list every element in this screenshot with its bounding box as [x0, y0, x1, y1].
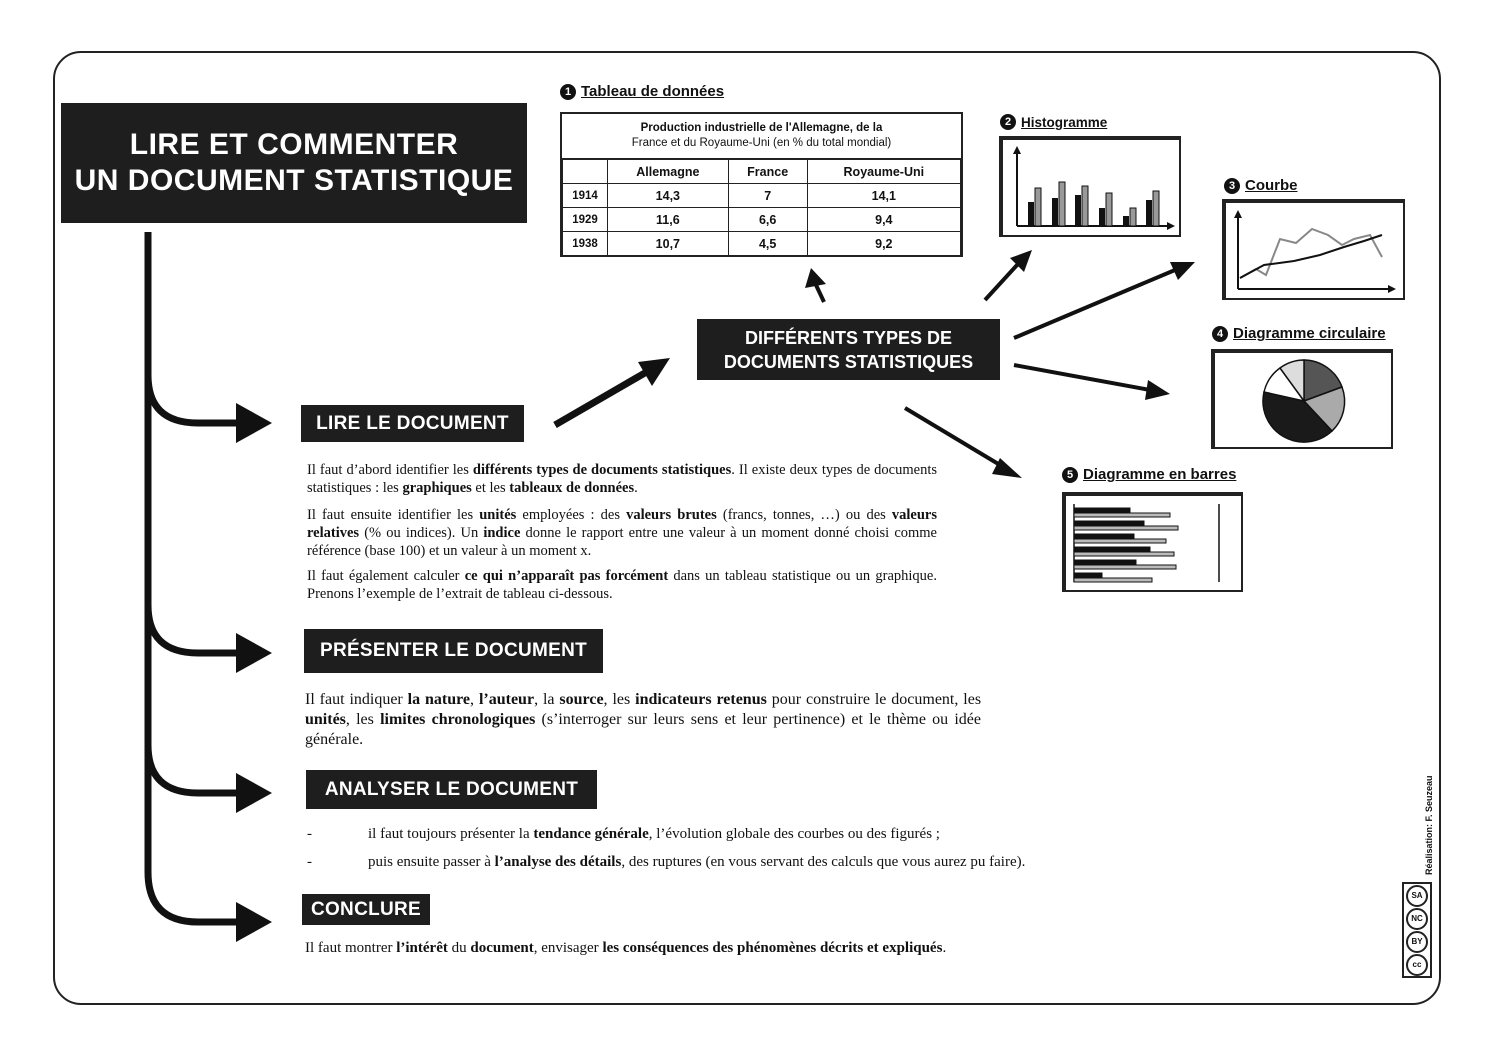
analyser-item-2: puis ensuite passer à l’analyse des détails, des ruptures (en vous servant des calculs que vous aurez pu faire).	[368, 854, 1026, 870]
number-badge: 4	[1212, 326, 1228, 342]
table-cell: 1914	[563, 184, 608, 208]
cc-sa-icon: SA	[1406, 885, 1428, 907]
label-text: Histogramme	[1021, 114, 1108, 130]
lire-paragraph-3: Il faut également calculer ce qui n’apparaît pas forcément dans un tableau statistique ou un graphique. Prenons l’exemple de l’extrait de tableau ci-dessous.	[307, 568, 937, 602]
table-row	[563, 184, 961, 208]
table-header-cell: France	[728, 160, 807, 184]
table-title-line1: Production industrielle de l'Allemagne, de la	[640, 122, 883, 134]
curve-thumbnail	[1222, 199, 1405, 300]
main-title	[61, 103, 527, 223]
arrowhead-analyser	[236, 773, 272, 813]
number-badge: 1	[560, 84, 576, 100]
analyser-item-1: il faut toujours présenter la tendance générale, l’évolution globale des courbes ou des figurés ;	[368, 826, 940, 842]
arrow-to-curve	[1014, 270, 1175, 338]
arrow-to-bars	[905, 408, 1005, 468]
number-badge: 5	[1062, 467, 1078, 483]
label-text: Diagramme circulaire	[1233, 325, 1386, 342]
table-cell: 10,7	[608, 232, 729, 256]
analyser-dash-1: -	[307, 826, 312, 842]
main-title-line2: UN DOCUMENT STATISTIQUE	[74, 164, 514, 197]
label-diagramme-circulaire	[1212, 325, 1386, 342]
cc-icon: cc	[1406, 954, 1428, 976]
label-text: Tableau de données	[581, 83, 725, 100]
table-cell: 6,6	[728, 208, 807, 232]
presenter-paragraph: Il faut indiquer la nature, l’auteur, la source, les indicateurs retenus pour construire le document, les unités, les limites chronologiques (s’interroger sur leurs sens et leur pertinence) et le thème ou idée générale.	[305, 691, 982, 748]
number-badge: 2	[1000, 114, 1016, 130]
table-row	[563, 208, 961, 232]
types-center-line2: DOCUMENTS STATISTIQUES	[723, 351, 974, 372]
cc-license-badge	[1402, 882, 1432, 978]
types-center-box	[697, 319, 1000, 380]
label-text: Courbe	[1245, 177, 1298, 194]
table-cell: 1938	[563, 232, 608, 256]
table-cell: 7	[728, 184, 807, 208]
arrow-to-histogram	[985, 264, 1018, 300]
label-courbe	[1224, 177, 1298, 194]
label-histogramme	[1000, 114, 1107, 130]
table-header-row	[563, 160, 961, 184]
bars-thumbnail	[1062, 492, 1243, 592]
pie-thumbnail	[1211, 349, 1393, 449]
table-header-cell: Royaume-Uni	[807, 160, 960, 184]
arrow-to-pie	[1014, 365, 1150, 390]
heading-analyser: ANALYSER LE DOCUMENT	[306, 770, 597, 809]
branch-lire	[148, 375, 238, 423]
main-title-line1: LIRE ET COMMENTER	[129, 128, 459, 161]
heading-conclure: CONCLURE	[302, 894, 430, 925]
table-grid	[562, 159, 961, 256]
cc-by-icon: BY	[1406, 931, 1428, 953]
analyser-dash-2: -	[307, 854, 312, 870]
cc-nc-icon: NC	[1406, 908, 1428, 930]
heading-presenter: PRÉSENTER LE DOCUMENT	[304, 629, 603, 673]
spine-line	[148, 232, 238, 922]
table-row	[563, 232, 961, 256]
table-cell: 9,2	[807, 232, 960, 256]
histogram-thumbnail	[999, 136, 1181, 237]
table-cell: 9,4	[807, 208, 960, 232]
author-credit: Réalisation: F. Seuzeau	[1424, 775, 1434, 875]
conclure-paragraph: Il faut montrer l’intérêt du document, envisager les conséquences des phénomènes décrits et expliqués.	[305, 940, 947, 956]
table-cell: 11,6	[608, 208, 729, 232]
types-center-line1: DIFFÉRENTS TYPES DE	[744, 327, 953, 348]
table-cell: 14,3	[608, 184, 729, 208]
arrowhead-presenter	[236, 633, 272, 673]
arrowhead-lire	[236, 403, 272, 443]
arrow-to-table	[816, 285, 824, 302]
branch-analyser	[148, 745, 238, 793]
lire-paragraph-1: Il faut d’abord identifier les différents types de documents statistiques. Il existe deux types de documents statistiques : les graphiques et les tableaux de données.	[307, 462, 937, 496]
arrowhead-conclure	[236, 902, 272, 942]
branch-presenter	[148, 605, 238, 653]
arrow-lire-to-types	[555, 370, 650, 425]
label-diagramme-barres	[1062, 466, 1236, 483]
table-header-cell: Allemagne	[608, 160, 729, 184]
table-title	[562, 114, 961, 159]
table-cell: 4,5	[728, 232, 807, 256]
label-text: Diagramme en barres	[1083, 466, 1237, 483]
table-cell: 14,1	[807, 184, 960, 208]
table-header-cell	[563, 160, 608, 184]
heading-lire: LIRE LE DOCUMENT	[301, 405, 524, 442]
table-title-line2: France et du Royaume-Uni (en % du total mondial)	[631, 137, 892, 149]
label-tableau	[560, 83, 724, 100]
table-cell: 1929	[563, 208, 608, 232]
data-table	[560, 112, 963, 257]
lire-paragraph-2: Il faut ensuite identifier les unités employées : des valeurs brutes (francs, tonnes, …) ou des valeurs relatives (% ou indices). Un indice donne le rapport entre une valeur à un moment donné choisi comme référence (base 100) et un valeur à un moment x.	[307, 507, 937, 559]
number-badge: 3	[1224, 178, 1240, 194]
